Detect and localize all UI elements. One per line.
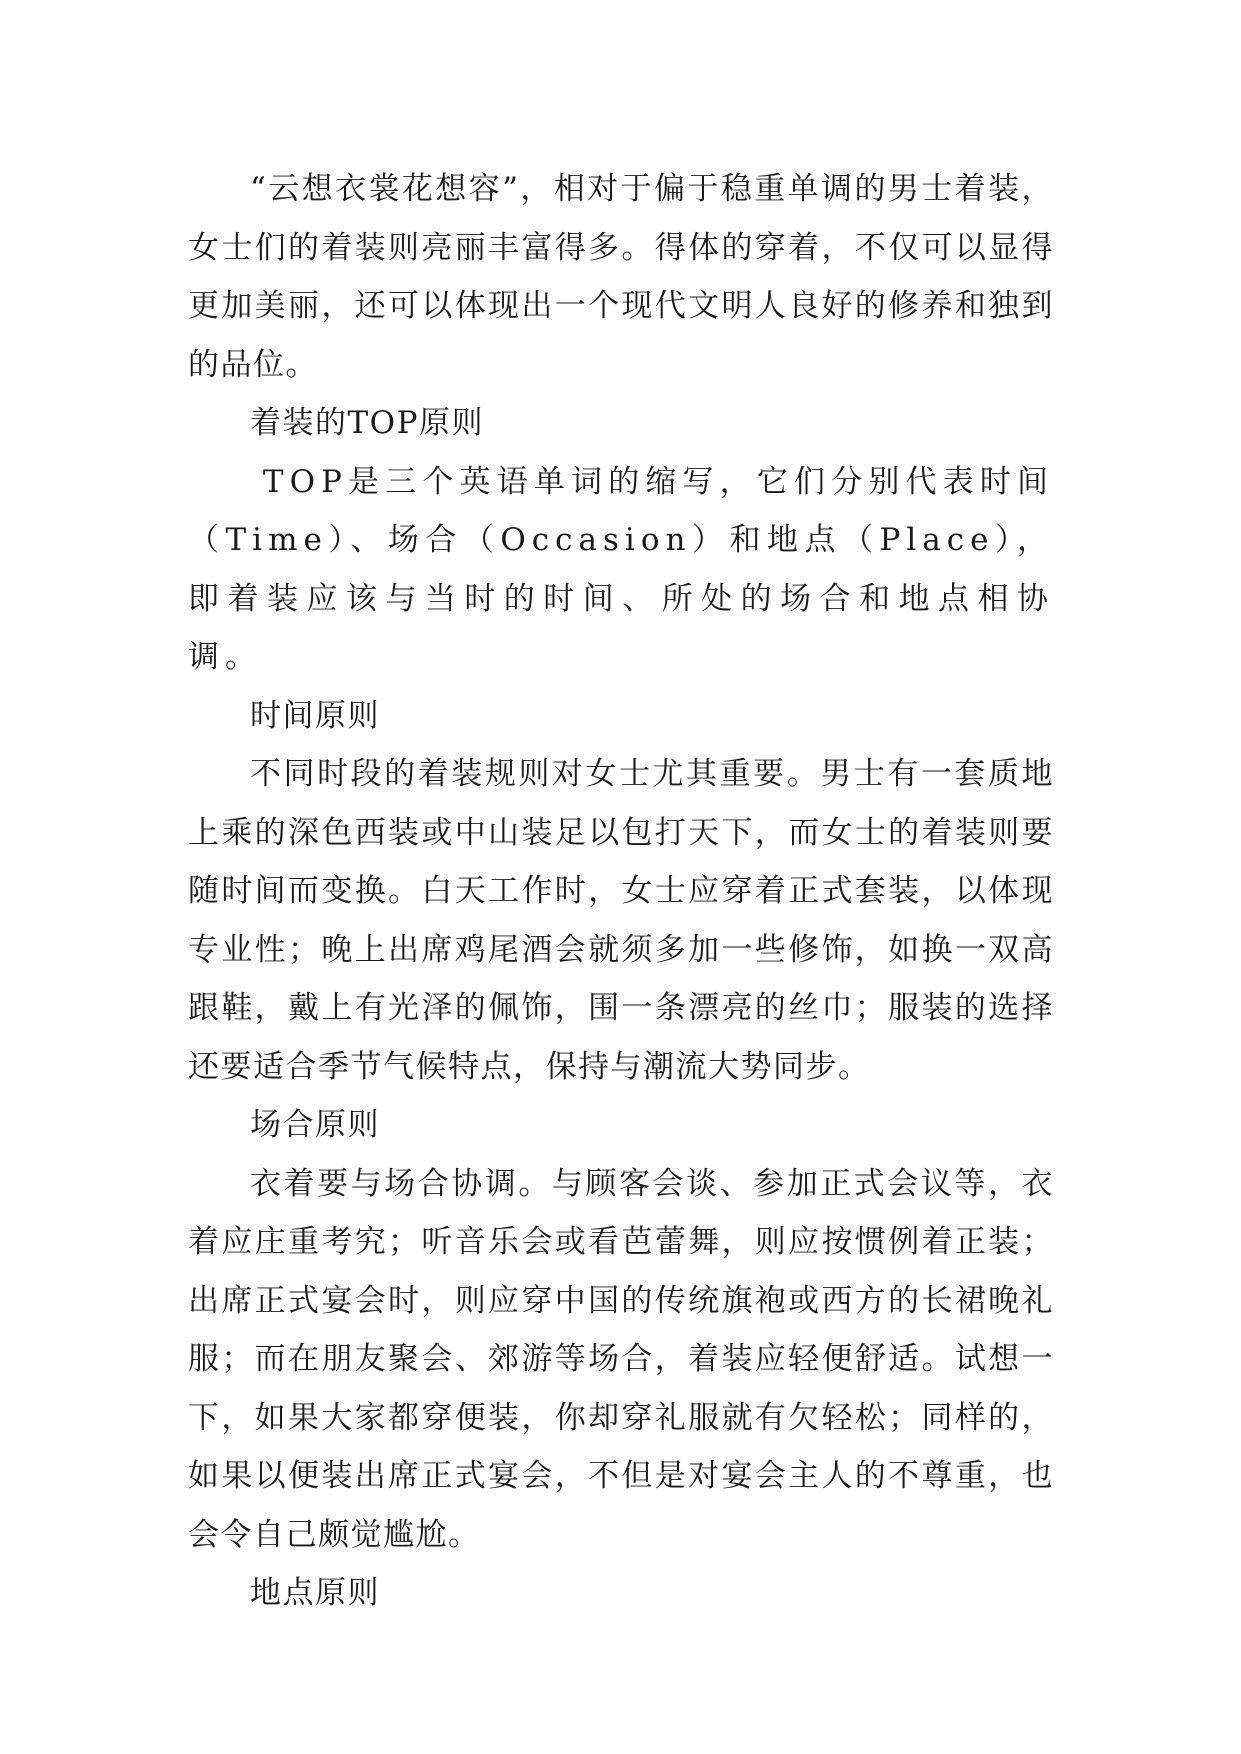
top-definition-paragraph: TOP是三个英语单词的缩写，它们分别代表时间（Time）、场合（Occasion）和地点（Place），即着装应该与当时的时间、所处的场合和地点相协调。	[188, 463, 1055, 675]
section-heading-occasion-principle: 场合原则	[250, 1107, 380, 1143]
occasion-principle-paragraph: 衣着要与场合协调。与顾客会谈、参加正式会议等，衣着应庄重考究；听音乐会或看芭蕾舞，则应按惯例着正装；出席正式宴会时，则应穿中国的传统旗袍或西方的长裙晚礼服；而在朋友聚会、郊游等场合，着装应轻便舒适。试想一下，如果大家都穿便装，你却穿礼服就有欠轻松；同样的，如果以便装出席正式宴会，不但是对宴会主人的不尊重，也会令自己颇觉尴尬。	[188, 1165, 1054, 1553]
intro-paragraph: “云想衣裳花想容”，相对于偏于稳重单调的男士着装，女士们的着装则亮丽丰富得多。得体的穿着，不仅可以显得更加美丽，还可以体现出一个现代文明人良好的修养和独到的品位。	[188, 171, 1054, 383]
section-heading-time-principle: 时间原则	[250, 697, 380, 734]
document-body	[188, 160, 1054, 1623]
section-heading-place-principle: 地点原则	[250, 1575, 380, 1611]
time-principle-paragraph: 不同时段的着装规则对女士尤其重要。男士有一套质地上乘的深色西装或中山装足以包打天下，而女士的着装则要随时间而变换。白天工作时，女士应穿着正式套装，以体现专业性；晚上出席鸡尾酒会就须多加一些修饰，如换一双高跟鞋，戴上有光泽的佩饰，围一条漂亮的丝巾；服装的选择还要适合季节气候特点，保持与潮流大势同步。	[188, 756, 1054, 1085]
section-heading-top-principle: 着装的TOP原则	[250, 405, 484, 441]
